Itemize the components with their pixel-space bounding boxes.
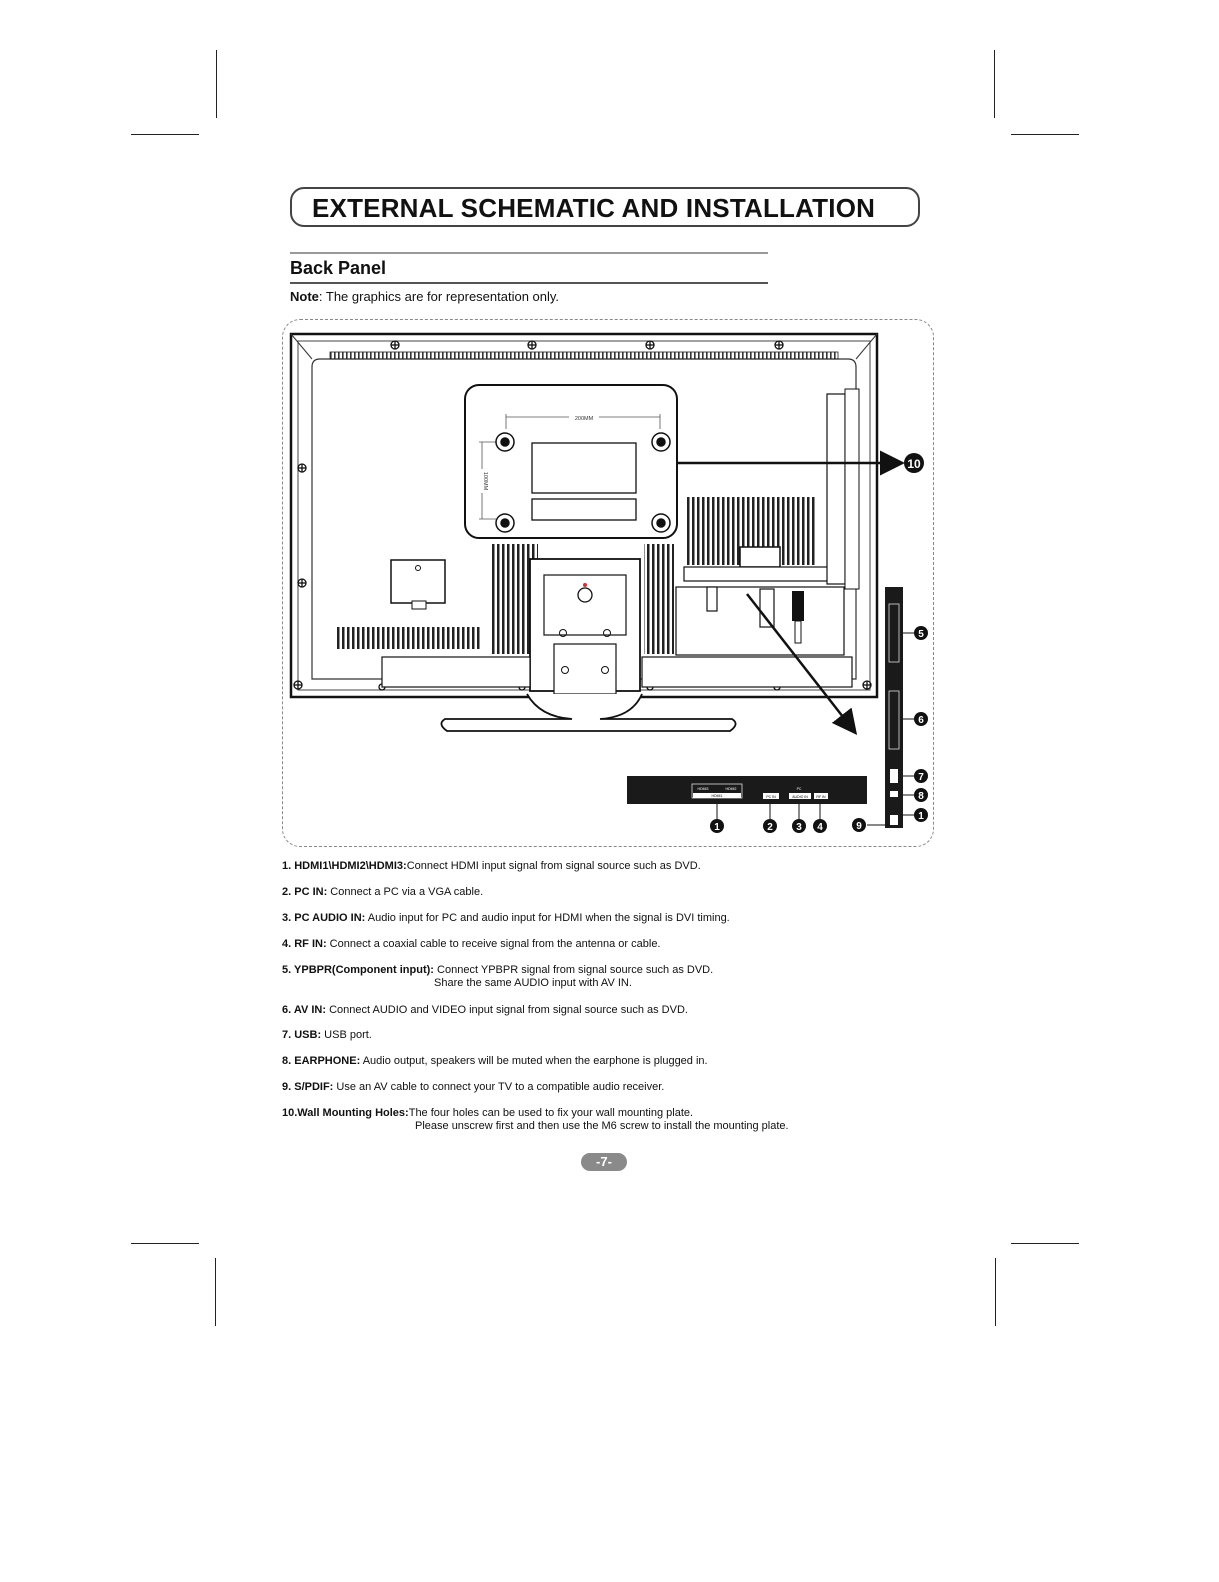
wall-mount-plate (465, 385, 677, 538)
desc-item-5 (282, 964, 714, 989)
crop-mark (1011, 134, 1079, 135)
callout-8-label: 8 (918, 791, 924, 802)
panel-label-pc-in: PC IN (766, 795, 776, 799)
desc-item-label: 9. S/PDIF: (282, 1081, 334, 1093)
section-title: Back Panel (290, 258, 387, 278)
desc-item-text: Use an AV cable to connect your TV to a compatible audio receiver. (333, 1081, 665, 1093)
desc-item-10 (282, 1107, 789, 1132)
callout-2 (763, 819, 777, 833)
desc-item-text: Connect YPBPR signal from signal source such as DVD. (433, 964, 714, 976)
crop-mark (215, 1258, 216, 1326)
crop-mark (994, 50, 995, 118)
callout-10 (904, 453, 924, 473)
desc-item-text: Connect HDMI input signal from signal source such as DVD. (406, 860, 701, 872)
desc-item-label: 8. EARPHONE: (282, 1055, 361, 1067)
service-panel (391, 560, 445, 609)
desc-item-8 (282, 1055, 708, 1068)
callout-5 (914, 626, 928, 640)
section-rule-top (290, 252, 768, 254)
callout-4-label: 4 (817, 822, 823, 833)
desc-item-text: Audio input for PC and audio input for HDMI when the signal is DVI timing. (365, 912, 730, 924)
panel-label-hdmi2: HDMI2 (725, 787, 737, 791)
crop-mark (995, 1258, 996, 1326)
callout-8 (914, 788, 928, 802)
desc-item-text-continued: Please unscrew first and then use the M6 screw to install the mounting plate. (415, 1120, 789, 1132)
desc-item-text: Connect AUDIO and VIDEO input signal from signal source such as DVD. (326, 1004, 688, 1016)
desc-item-label: 4. RF IN: (282, 938, 327, 950)
callout-5-label: 5 (918, 629, 924, 640)
callout-1 (710, 819, 724, 833)
desc-item-text: Audio output, speakers will be muted when the earphone is plugged in. (360, 1055, 708, 1067)
desc-item-7 (282, 1029, 372, 1042)
callout-7 (914, 769, 928, 783)
panel-label-hdmi1: HDMI1 (711, 794, 723, 798)
callout-3-label: 3 (796, 822, 802, 833)
desc-item-label: 7. USB: (282, 1029, 322, 1041)
crop-mark (1011, 1243, 1079, 1244)
desc-item-4 (282, 938, 661, 951)
page-number: -7- (581, 1153, 627, 1171)
callout-2-label: 2 (767, 822, 773, 833)
desc-item-label: 5. YPBPR(Component input): (282, 964, 434, 976)
dim-vertical-label: 100MM (482, 471, 488, 491)
callout-7-label: 7 (918, 772, 924, 783)
desc-item-2 (282, 886, 483, 899)
desc-item-text-continued: Share the same AUDIO input with AV IN. (434, 977, 632, 989)
panel-label-hdmi3: HDMI3 (697, 787, 709, 791)
callout-4 (813, 819, 827, 833)
desc-item-text: Connect a PC via a VGA cable. (327, 886, 484, 898)
callout-10-label: 10 (907, 457, 921, 471)
page-title: EXTERNAL SCHEMATIC AND INSTALLATION (312, 193, 876, 223)
page-title-box (290, 187, 920, 227)
note-text: : The graphics are for representation only. (318, 289, 560, 304)
back-panel-diagram (282, 319, 934, 847)
panel-label-pc-audio-in: AUDIO IN (792, 795, 808, 799)
bottom-input-panel (627, 776, 867, 819)
desc-item-label: 2. PC IN: (282, 886, 328, 898)
desc-item-label: 10.Wall Mounting Holes: (282, 1107, 409, 1119)
desc-item-text: The four holes can be used to fix your wall mounting plate. (408, 1107, 694, 1119)
desc-item-9 (282, 1081, 664, 1094)
desc-item-text: USB port. (321, 1029, 372, 1041)
desc-item-label: 1. HDMI1\HDMI2\HDMI3: (282, 860, 407, 872)
desc-item-3 (282, 912, 730, 925)
callout-1-label: 1 (714, 822, 720, 833)
callout-9 (852, 818, 866, 832)
panel-label-pc-audio-top: PC (796, 787, 802, 791)
desc-item-label: 6. AV IN: (282, 1004, 327, 1016)
desc-item-6 (282, 1004, 688, 1017)
section-rule-bottom (290, 282, 768, 284)
callout-3 (792, 819, 806, 833)
callout-9-label: 9 (856, 821, 862, 832)
crop-mark (131, 1243, 199, 1244)
desc-item-label: 3. PC AUDIO IN: (282, 912, 366, 924)
crop-mark (131, 134, 199, 135)
note-label: Note (290, 289, 319, 304)
note (290, 289, 559, 304)
callout-1-side (914, 808, 928, 822)
crop-mark (216, 50, 217, 118)
callout-6 (914, 712, 928, 726)
callout-1-side-label: 1 (918, 811, 924, 822)
callout-6-label: 6 (918, 715, 924, 726)
desc-item-text: Connect a coaxial cable to receive signal from the antenna or cable. (326, 938, 661, 950)
desc-item-1 (282, 860, 701, 873)
dim-horizontal-label: 200MM (574, 416, 594, 422)
panel-label-rf-in: RF IN (816, 795, 826, 799)
